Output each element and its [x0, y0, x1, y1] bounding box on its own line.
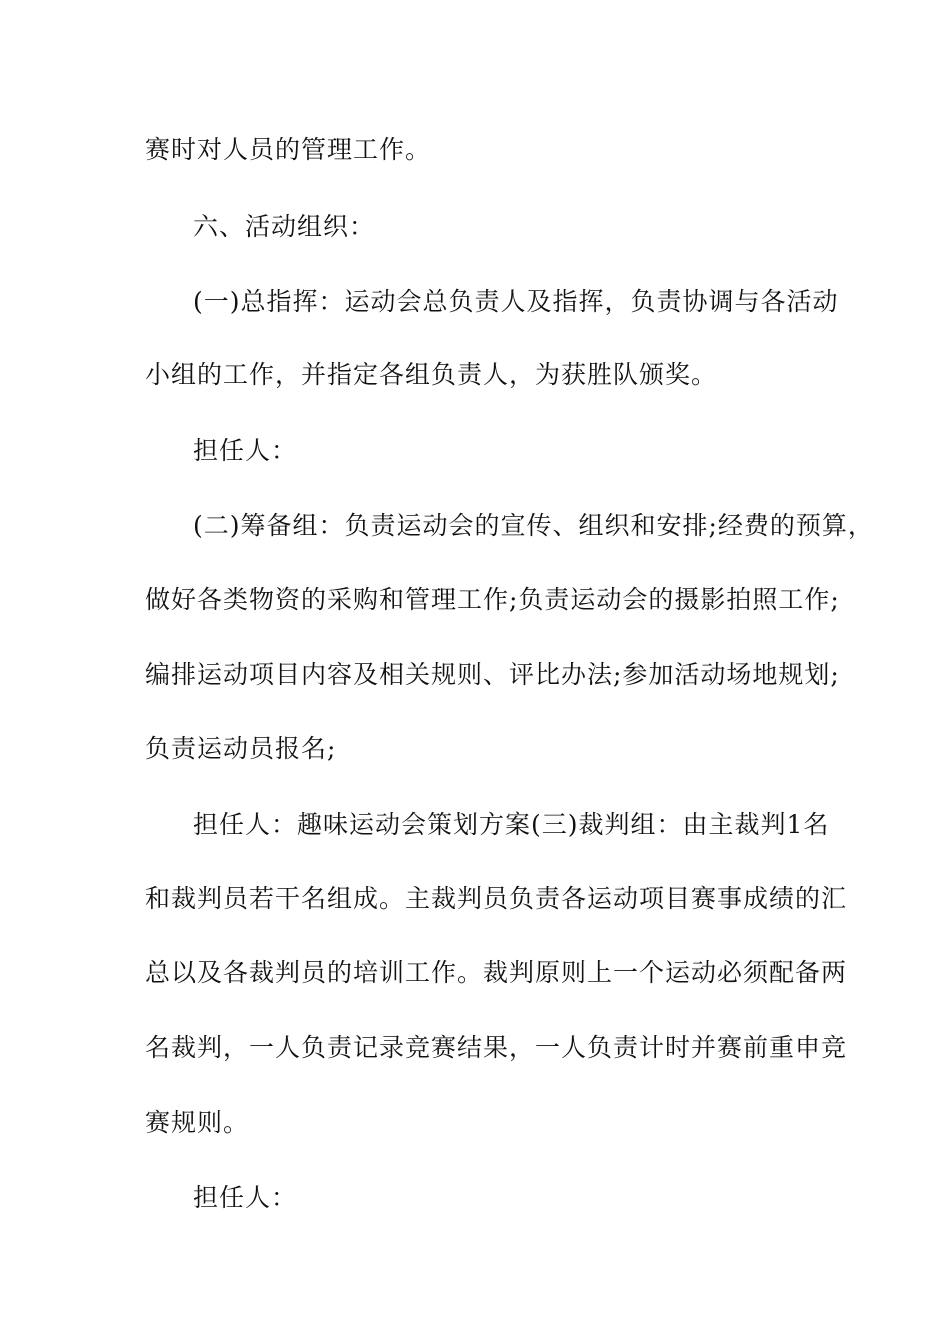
paragraph-referee-line: 担任人：趣味运动会策划方案(三)裁判组：由主裁判1名 [193, 810, 830, 839]
paragraph-preparation-line: (二)筹备组：负责运动会的宣传、组织和安排;经费的预算， [193, 511, 874, 540]
person-in-charge-label: 担任人： [193, 1183, 298, 1212]
text-line: 赛规则。 [145, 1108, 250, 1137]
text-line: 和裁判员若干名组成。主裁判员负责各运动项目赛事成绩的汇 [145, 884, 848, 913]
paragraph-commander-line: (一)总指挥：运动会总负责人及指挥，负责协调与各活动 [193, 287, 839, 316]
person-in-charge-label: 担任人： [193, 436, 298, 465]
text-line: 负责运动员报名; [145, 734, 337, 763]
text-line: 总以及各裁判员的培训工作。裁判原则上一个运动必须配备两 [145, 958, 848, 987]
text-line: 编排运动项目内容及相关规则、评比办法;参加活动场地规划; [145, 660, 840, 689]
text-line: 做好各类物资的采购和管理工作;负责运动会的摄影拍照工作; [145, 585, 840, 614]
section-heading-activity-organization: 六、活动组织： [193, 212, 376, 241]
text-line: 名裁判，一人负责记录竞赛结果，一人负责计时并赛前重申竞 [145, 1033, 848, 1062]
text-line: 赛时对人员的管理工作。 [145, 135, 432, 164]
text-line: 小组的工作，并指定各组负责人，为获胜队颁奖。 [145, 360, 718, 389]
